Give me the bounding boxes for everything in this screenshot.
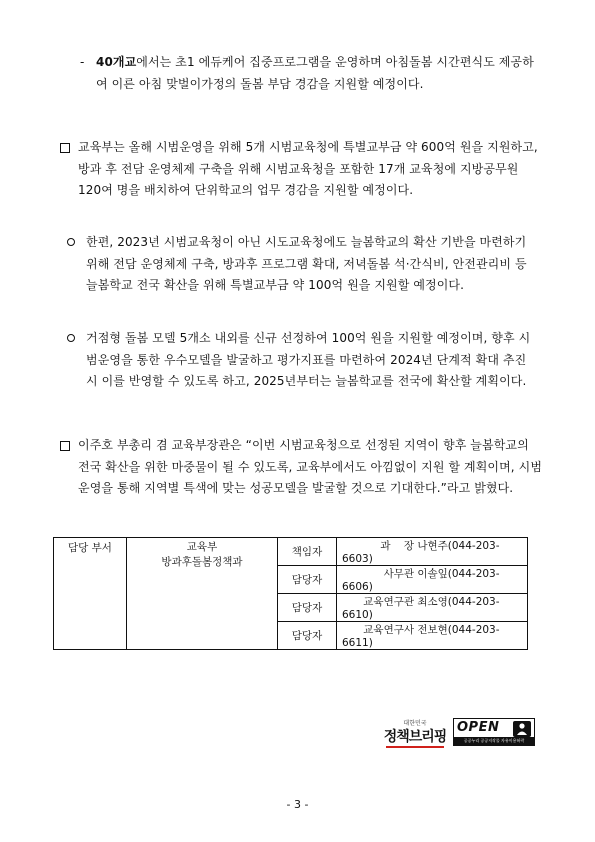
contact-role: 담당자 <box>278 566 337 594</box>
contact-table <box>53 537 528 650</box>
page-number: - 3 - <box>286 798 309 811</box>
department-org: 교육부 <box>186 541 218 553</box>
contact-name-phone: 전보현(044-203-6611) <box>342 624 500 649</box>
contact-person <box>337 566 528 594</box>
paragraph-1-sub-2: 거점형 돌봄 모델 5개소 내외를 신규 선정하여 100억 원을 지원할 예정이며, 향후 시범운영을 통한 우수모델을 발굴하고 평가지표를 마련하여 2024년 단계적 확대 추진 시 이를 반영할 수 있도록 하고, 2025년부터는 늘봄학교를 전국에 확산할 계획이다. <box>86 331 531 388</box>
contact-header: 담당 부서 <box>54 538 127 650</box>
contact-row <box>54 538 528 566</box>
department-name: 방과후돌봄정책과 <box>161 556 243 568</box>
open-license-icon <box>513 721 531 737</box>
contact-role: 담당자 <box>278 594 337 622</box>
contact-title: 교육연구관 <box>363 596 414 608</box>
contact-title: 교육연구사 <box>363 624 414 636</box>
contact-name-phone: 최소영(044-203-6610) <box>342 596 500 621</box>
contact-title: 사무관 <box>383 568 414 580</box>
open-sub-text: 공공누리 공공저작물 자유이용허락 <box>454 737 534 745</box>
square-bullet-1 <box>60 143 70 153</box>
paragraph-2: 이주호 부총리 겸 교육부장관은 “이번 시범교육청으로 선정된 지역이 향후 늘봄학교의 전국 확산을 위한 마중물이 될 수 있도록, 교육부에서도 아낌없이 지원 할 계획이며, 시범운영을 통해 지역별 특색에 맞는 성공모델을 발굴할 것으로 기대한다.”라고 밝혔다. <box>78 438 543 495</box>
circle-bullet-2 <box>67 334 75 342</box>
contact-name-phone: 나현주(044-203-6603) <box>342 540 500 565</box>
contact-title: 과 장 <box>380 540 414 552</box>
contact-role: 담당자 <box>278 622 337 650</box>
open-license-logo <box>453 718 535 746</box>
briefing-main-text: 정책브리핑 <box>383 729 447 745</box>
briefing-small-text: 대한민국 <box>403 720 427 727</box>
contact-person <box>337 594 528 622</box>
circle-bullet-1 <box>67 238 75 246</box>
paragraph-1-sub-1: 한편, 2023년 시범교육청이 아닌 시도교육청에도 늘봄학교의 확산 기반을 마련하기 위해 전담 운영체제 구축, 방과후 프로그램 확대, 저녁돌봄 석·간식비, 안전관리비 등 늘봄학교 전국 확산을 위해 특별교부금 약 100억 원을 지원할 예정이다. <box>86 235 527 292</box>
square-bullet-2 <box>60 441 70 451</box>
paragraph-1: 교육부는 올해 시범운영을 위해 5개 시범교육청에 특별교부금 약 600억 원을 지원하고, 방과 후 전담 운영체제 구축을 위해 시범교육청을 포함한 17개 교육청에 지방공무원 120여 명을 배치하여 단위학교의 업무 경감을 지원할 예정이다. <box>78 140 538 197</box>
intro-item-text <box>96 52 541 95</box>
briefing-underline <box>386 746 444 748</box>
contact-person <box>337 538 528 566</box>
contact-person <box>337 622 528 650</box>
contact-role: 책임자 <box>278 538 337 566</box>
open-text: OPEN <box>457 720 500 735</box>
policy-briefing-logo <box>380 720 450 748</box>
intro-bold-lead: 40개교 <box>96 55 137 69</box>
person-icon <box>513 721 531 737</box>
contact-name-phone: 이솔잎(044-203-6606) <box>342 568 500 593</box>
contact-department <box>127 538 278 650</box>
intro-text: 에서는 초1 에듀케어 집중프로그램을 운영하며 아침돌봄 시간편식도 제공하여 이른 아침 맞벌이가정의 돌봄 부담 경감을 지원할 예정이다. <box>96 55 534 91</box>
dash-bullet: - <box>80 55 85 69</box>
